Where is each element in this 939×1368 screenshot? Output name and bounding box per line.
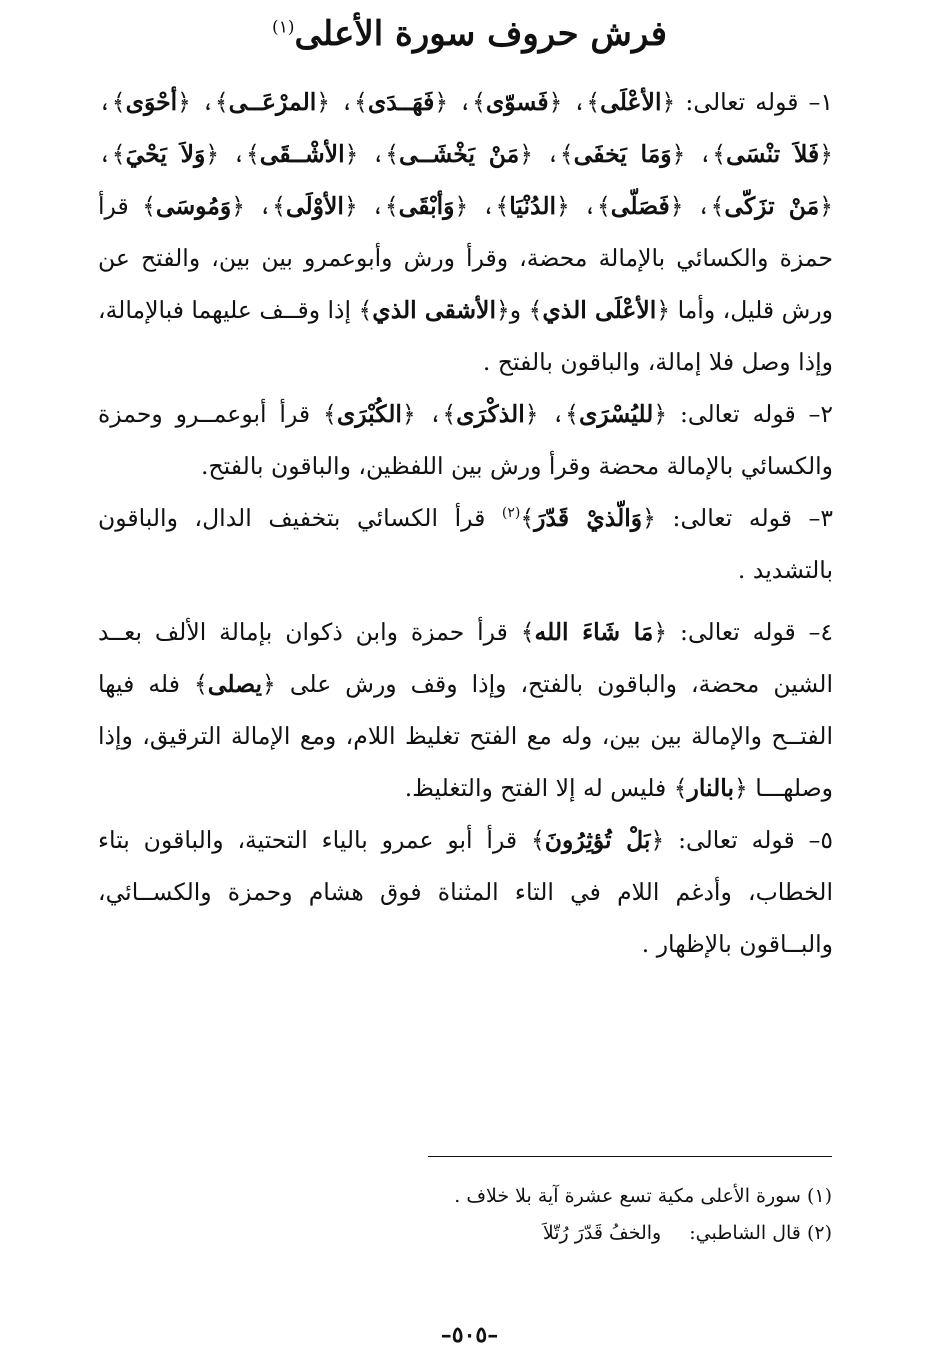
quranic-word: ﴿فَسوّى﴾ xyxy=(472,88,563,116)
quranic-word: ﴿الأعْلَى الذي﴾ xyxy=(528,296,671,324)
main-text xyxy=(98,76,833,970)
paragraph-number: ٣– xyxy=(791,504,833,532)
quranic-word: ﴿الأوْلَى﴾ xyxy=(272,192,358,220)
paragraph-text: قرأ أبوعمــرو وحمزة والكسائي بالإمالة محضة وقرأ ورش بين اللفظين، والباقون بالفتح. xyxy=(98,400,833,480)
paragraph-intro: قوله تعالى: xyxy=(664,826,795,854)
word-separator: ، xyxy=(533,140,560,168)
word-separator: ، xyxy=(683,192,711,220)
quranic-word: ﴿فَهَــدَى﴾ xyxy=(354,88,449,116)
word-separator: ، xyxy=(685,140,713,168)
paragraph-5 xyxy=(98,814,833,970)
word-separator: ، xyxy=(448,88,473,116)
quranic-word: ﴿وَأبْقَى﴾ xyxy=(384,192,469,220)
quranic-word: ﴿بالنار﴾ xyxy=(673,774,748,802)
paragraph-text: و xyxy=(509,296,529,324)
paragraph-text: إذا وقــف عليهما فبالإمالة، وإذا وصل فلا إمالة، والباقون بالفتح . xyxy=(97,296,833,376)
paragraph-4 xyxy=(98,606,833,814)
paragraph-text: قرأ حمزة وابن ذكوان بإمالة الألف بعــد الشين محضة، والباقون بالفتح، وإذا وقف ورش على xyxy=(98,618,833,698)
title-footnote-marker: (١) xyxy=(272,17,295,38)
quranic-word: ﴿مَنْ يَخْشَــى﴾ xyxy=(385,140,534,168)
quranic-word: ﴿يصلى﴾ xyxy=(193,670,276,698)
footnotes xyxy=(332,1178,832,1252)
word-separator: ، xyxy=(330,88,355,116)
footnote-reference: (٢) xyxy=(501,505,521,522)
paragraph-text: قرأ الكسائي بتخفيف الدال، والباقون بالتشديد . xyxy=(98,504,833,584)
paragraph-intro: قوله تعالى: xyxy=(655,504,792,532)
footnote-divider xyxy=(428,1156,832,1157)
quranic-word: ﴿الكُبْرَى﴾ xyxy=(323,400,416,428)
quranic-word: ﴿بَلْ تُؤثِرُونَ﴾ xyxy=(530,826,665,854)
footnote-verse: والخفُ قَدّرَ رُتّلاَ xyxy=(542,1222,662,1244)
paragraph-text: فله فيها الفتــح والإمالة بين بين، وله مع الفتح تغليظ اللام، ومع الإمالة الترقيق، وإذا وصلهـــا xyxy=(98,670,833,802)
footnote-1 xyxy=(332,1178,832,1215)
quranic-word: ﴿الأعْلَى﴾ xyxy=(586,88,676,116)
title-text: فرش حروف سورة الأعلى xyxy=(294,14,667,54)
word-separator: ، xyxy=(562,88,587,116)
quranic-word: ﴿الدُنْيَا﴾ xyxy=(495,192,570,220)
word-separator: ، xyxy=(538,400,566,428)
quranic-word: ﴿وَالّذيْ قَدّرَ﴾ xyxy=(520,504,656,532)
word-separator: ، xyxy=(190,88,215,116)
word-separator: ، xyxy=(468,192,496,220)
paragraph-1 xyxy=(98,76,833,388)
word-separator: ، xyxy=(98,88,112,116)
quranic-word: ﴿أحْوَى﴾ xyxy=(111,88,191,116)
word-separator: ، xyxy=(219,140,246,168)
word-separator: ، xyxy=(358,140,386,168)
quranic-word: ﴿الأشْــقَى﴾ xyxy=(245,140,359,168)
paragraph-2 xyxy=(98,388,833,492)
quranic-word-list xyxy=(323,400,667,428)
word-separator: ، xyxy=(415,400,443,428)
quranic-word: ﴿وَمُوسَى﴾ xyxy=(142,192,245,220)
quranic-word: ﴿وَلاَ يَحْيَ﴾ xyxy=(111,140,220,168)
paragraph-text: قرأ أبو عمرو بالياء التحتية، والباقون بتاء الخطاب، وأدغم اللام في التاء المثناة فوق هشام وحمزة والكســائي، والبــاقون بالإظهار . xyxy=(98,826,833,958)
paragraph-3 xyxy=(98,492,833,596)
page-number: –٥٠٥– xyxy=(440,1322,499,1348)
footnote-text: قال الشاطبي: xyxy=(689,1222,801,1244)
paragraph-text: فليس له إلا الفتح والتغليظ. xyxy=(404,774,674,802)
quranic-word: ﴿فَصَلّى﴾ xyxy=(596,192,684,220)
footnote-number: (١) xyxy=(806,1185,832,1207)
paragraph-intro: قوله تعالى: xyxy=(667,400,796,428)
word-separator: ، xyxy=(245,192,273,220)
paragraph-number: ٢– xyxy=(795,400,833,428)
page-title xyxy=(0,14,939,54)
word-separator: ، xyxy=(357,192,385,220)
footnote-2 xyxy=(332,1215,832,1252)
word-separator: ، xyxy=(569,192,597,220)
paragraph-intro: قوله تعالى: xyxy=(675,88,799,116)
paragraph-number: ٤– xyxy=(795,618,833,646)
paragraph-intro: قوله تعالى: xyxy=(667,618,796,646)
quranic-word: ﴿المرْعَــى﴾ xyxy=(214,88,331,116)
footnote-number: (٢) xyxy=(806,1222,832,1244)
quranic-word: ﴿فَلاَ تنْسَى﴾ xyxy=(712,140,833,168)
quranic-word: ﴿الأشقى الذي﴾ xyxy=(358,296,510,324)
word-separator: ، xyxy=(98,140,112,168)
paragraph-number: ١– xyxy=(798,88,833,116)
quranic-word: ﴿الذكْرَى﴾ xyxy=(442,400,539,428)
paragraph-number: ٥– xyxy=(794,826,833,854)
quranic-word: ﴿مَا شَاءَ الله﴾ xyxy=(520,618,668,646)
footnote-text: سورة الأعلى مكية تسع عشرة آية بلا خلاف . xyxy=(454,1185,801,1207)
quranic-word: ﴿مَنْ تزَكّى﴾ xyxy=(710,192,833,220)
quranic-word: ﴿لليُسْرَى﴾ xyxy=(565,400,668,428)
quranic-word: ﴿وَمَا يَخفَى﴾ xyxy=(559,140,686,168)
paragraph-text: قرأ حمزة والكسائي بالإمالة محضة، وقرأ ورش وأبوعمرو بين بين، والفتح عن ورش قليل، وأما xyxy=(98,192,833,324)
